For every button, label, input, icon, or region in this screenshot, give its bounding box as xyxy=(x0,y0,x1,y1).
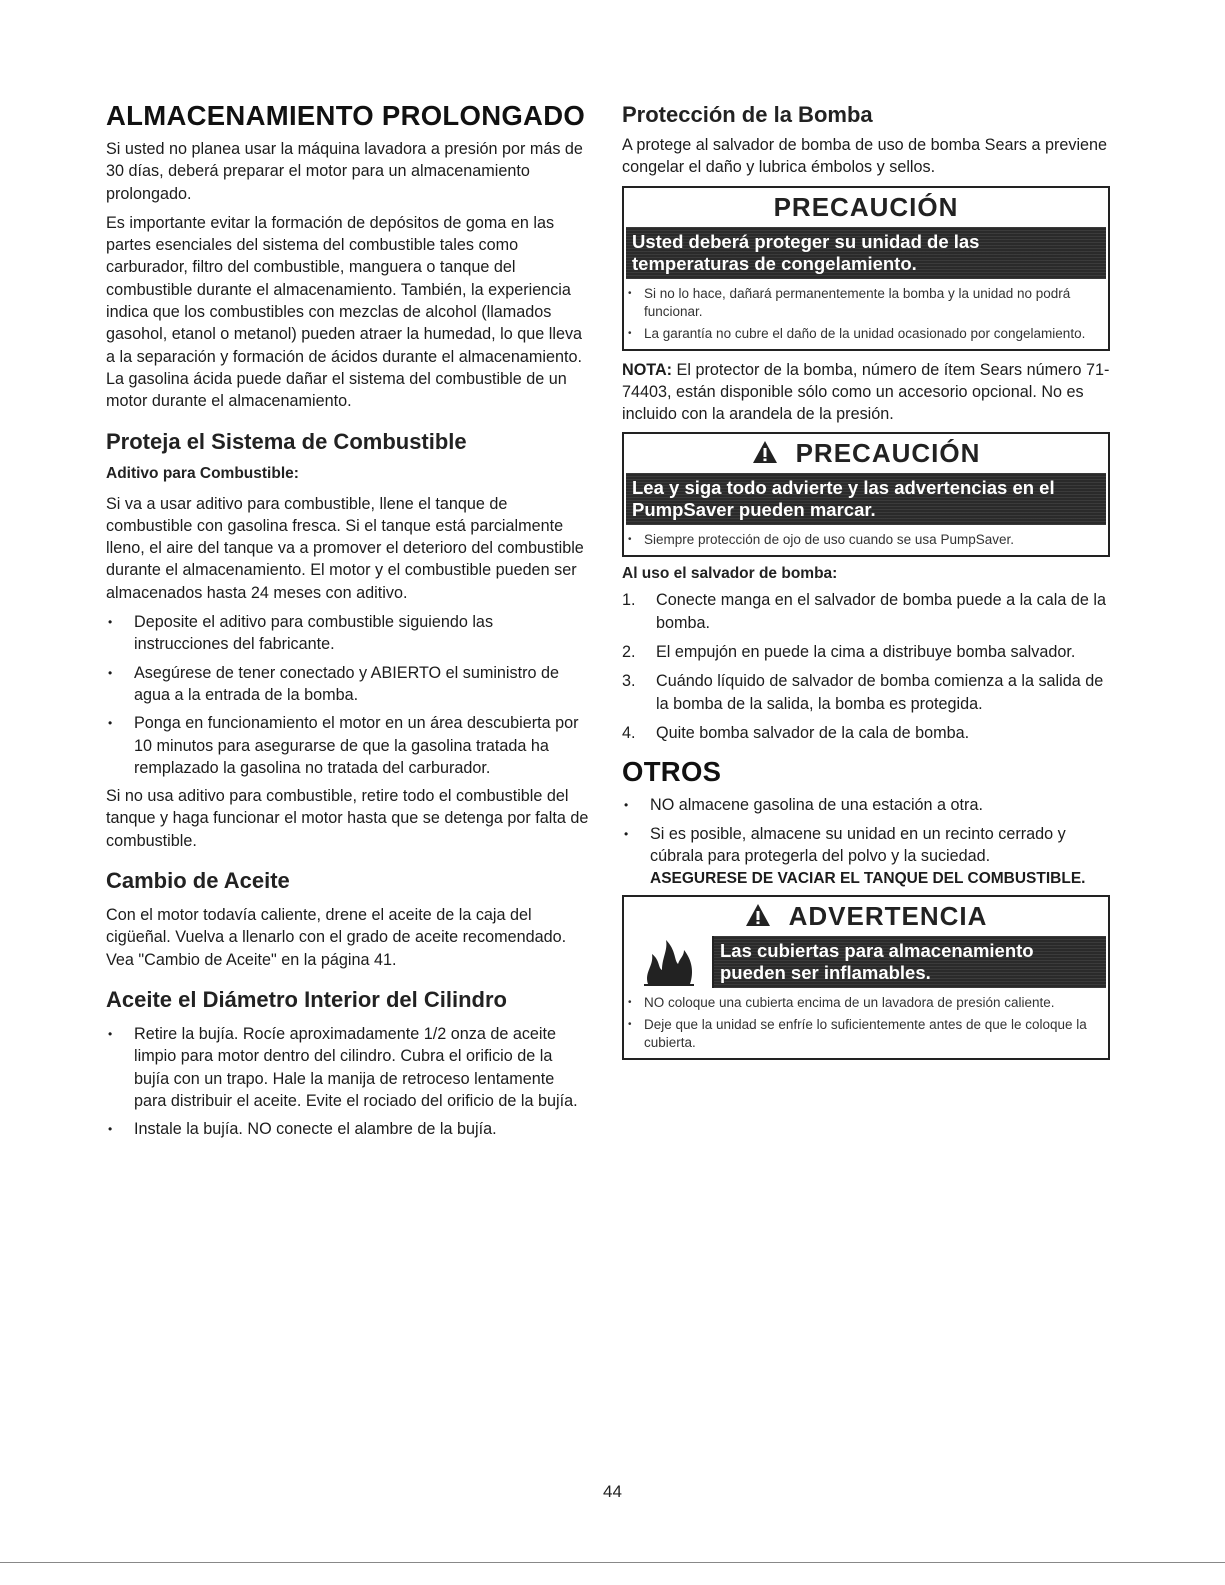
bottom-rule xyxy=(0,1562,1225,1563)
heading-pumpsaver-use: Al uso el salvador de bomba: xyxy=(622,565,838,583)
list-item: • Si es posible, almacene su unidad en un recinto cerrado y cúbrala para protegerla del polvo y la suciedad. ASEGURESE DE VACIAR EL TANQUE DEL COMBUSTIBLE. xyxy=(624,824,1086,888)
pump-protection-paragraph: A protege al salvador de bomba de uso de bomba Sears a previene congelar el daño y lubrica émbolos y sellos. xyxy=(622,136,1108,177)
bullet-icon: • xyxy=(108,1122,113,1137)
list-item: • Instale la bujía. NO conecte el alambre de la bujía. xyxy=(106,1118,590,1140)
list-item: • Asegúrese de tener conectado y ABIERTO el suministro de agua a la entrada de la bomba. xyxy=(108,663,560,704)
step-item: 2. El empujón en puede la cima a distribuye bomba salvador. xyxy=(622,643,1076,662)
step-item: 3. Cuándo líquido de salvador de bomba comienza a la salida de la bomba de la salida, la bomba es protegida. xyxy=(622,672,1104,713)
warning-box-flammable xyxy=(622,895,1110,1060)
bullet-icon: • xyxy=(628,997,632,1009)
list-item: • Retire la bujía. Rocíe aproximadamente 1/2 onza de aceite limpio para motor dentro del cilindro. Cubra el orificio de la bujía con un trapo. Hale la manija de retroceso lentamente para distribuir el aceite. Evite el rociado del orificio de la bujía. xyxy=(108,1024,578,1110)
list-item: • NO almacene gasolina de una estación a otra. xyxy=(622,794,1110,816)
bullet-icon: • xyxy=(108,716,113,731)
list-item: • Deje que la unidad se enfríe lo suficientemente antes de que le coloque la cubierta. xyxy=(628,1017,1087,1051)
bullet-icon: • xyxy=(108,665,113,680)
empty-tank-emphasis: ASEGURESE DE VACIAR EL TANQUE DEL COMBUSTIBLE. xyxy=(650,870,1086,888)
bullet-icon: • xyxy=(628,534,632,546)
page-number: 44 xyxy=(603,1482,622,1501)
bullet-icon: • xyxy=(624,798,629,813)
list-item: • Deposite el aditivo para combustible siguiendo las instrucciones del fabricante. xyxy=(108,613,494,654)
note-label: NOTA: xyxy=(622,360,673,379)
right-column xyxy=(622,96,1110,1068)
additive-bullet-list xyxy=(106,611,590,779)
bullet-icon: • xyxy=(108,615,113,630)
bullet-icon: • xyxy=(628,327,632,339)
intro-paragraph-1: Si usted no planea usar la máquina lavadora a presión por más de 30 días, deberá preparar el motor para un almacenamiento prolongado. xyxy=(106,140,583,203)
section-title-long-storage: ALMACENAMIENTO PROLONGADO xyxy=(106,100,586,131)
caution-list xyxy=(624,285,1108,343)
additive-paragraph: Si va a usar aditivo para combustible, llene el tanque de combustible con gasolina fresca. Si el tanque está parcialmente lleno, el aire del tanque va a promover el deterioro del combustible durante el almacenamiento. El motor y el combustible pueden ser almacenados hasta 24 meses con aditivo. xyxy=(106,494,584,602)
caution-banner: Usted deberá proteger su unidad de las temperaturas de congelamiento. xyxy=(626,227,1106,279)
step-item: 1. Conecte manga en el salvador de bomba puede a la cala de la bomba. xyxy=(622,591,1106,632)
heading-oil-change: Cambio de Aceite xyxy=(106,868,290,894)
caution-title: PRECAUCIÓN xyxy=(624,434,1108,473)
caution-box-pumpsaver xyxy=(622,432,1110,557)
bullet-icon: • xyxy=(628,287,632,299)
warning-banner: Las cubiertas para almacenamiento pueden ser inflamables. xyxy=(714,936,1106,988)
bullet-icon: • xyxy=(624,826,629,841)
heading-fuel-additive: Aditivo para Combustible: xyxy=(106,464,299,482)
left-column xyxy=(106,96,590,1146)
heading-cylinder-oil: Aceite el Diámetro Interior del Cilindro xyxy=(106,986,507,1012)
pumpsaver-steps xyxy=(622,589,1110,744)
caution-list xyxy=(624,531,1108,549)
fire-icon xyxy=(626,936,714,988)
step-item: 4. Quite bomba salvador de la cala de bomba. xyxy=(622,723,970,742)
section-title-others: OTROS xyxy=(622,756,722,788)
caution-banner: Lea y siga todo advierte y las advertencias en el PumpSaver pueden marcar. xyxy=(626,473,1106,525)
bullet-icon: • xyxy=(628,1019,632,1031)
oil-change-paragraph: Con el motor todavía caliente, drene el aceite de la caja del cigüeñal. Vuelva a llenarlo con el grado de aceite recomendado. Vea "Cambio de Aceite" en la página 41. xyxy=(106,906,567,969)
cylinder-bullet-list xyxy=(106,1023,590,1140)
caution-title: PRECAUCIÓN xyxy=(773,191,959,222)
alert-triangle-icon xyxy=(752,440,778,464)
list-item: • Siempre protección de ojo de uso cuando se usa PumpSaver. xyxy=(628,532,1014,548)
list-item: • NO coloque una cubierta encima de un lavadora de presión caliente. xyxy=(628,995,1055,1011)
note-text: El protector de la bomba, número de ítem Sears número 71-74403, están disponible sólo como un accesorio opcional. No es incluido con la arandela de la presión. xyxy=(622,360,1110,424)
note-paragraph xyxy=(622,359,1110,426)
heading-fuel-system: Proteja el Sistema de Combustible xyxy=(106,428,467,454)
others-bullet-list xyxy=(622,794,1110,889)
warning-banner-row xyxy=(626,936,1106,988)
warning-list xyxy=(624,994,1108,1052)
intro-paragraph-2: Es importante evitar la formación de depósitos de goma en las partes esenciales del sistema del combustible tales como carburador, filtro del combustible, manguera o tanque del combustible durante el almacenamiento. También, la experiencia indica que los combustibles con mezclas de alcohol (llamados gasohol, etanol o metanol) pueden atraer la humedad, lo que lleva a la separación y formación de ácidos durante el almacenamiento. La gasolina ácida puede dañar el sistema del combustible de un motor durante el almacenamiento. xyxy=(106,213,583,411)
list-item: • Si no lo hace, dañará permanentemente la bomba y la unidad no podrá funcionar. xyxy=(628,285,1071,319)
warning-title: ADVERTENCIA xyxy=(624,897,1108,936)
heading-pump-protection: Protección de la Bomba xyxy=(622,102,873,127)
list-item: • Ponga en funcionamiento el motor en un área descubierta por 10 minutos para asegurarse de que la gasolina tratada ha remplazado la gasolina no tratada del carburador. xyxy=(108,714,579,777)
no-additive-paragraph: Si no usa aditivo para combustible, retire todo el combustible del tanque y haga funcionar el motor hasta que se detenga por falta de combustible. xyxy=(106,787,589,850)
alert-triangle-icon xyxy=(745,903,771,927)
list-item: • La garantía no cubre el daño de la unidad ocasionado por congelamiento. xyxy=(628,325,1086,341)
caution-box-freezing xyxy=(622,186,1110,351)
bullet-icon: • xyxy=(108,1026,113,1041)
